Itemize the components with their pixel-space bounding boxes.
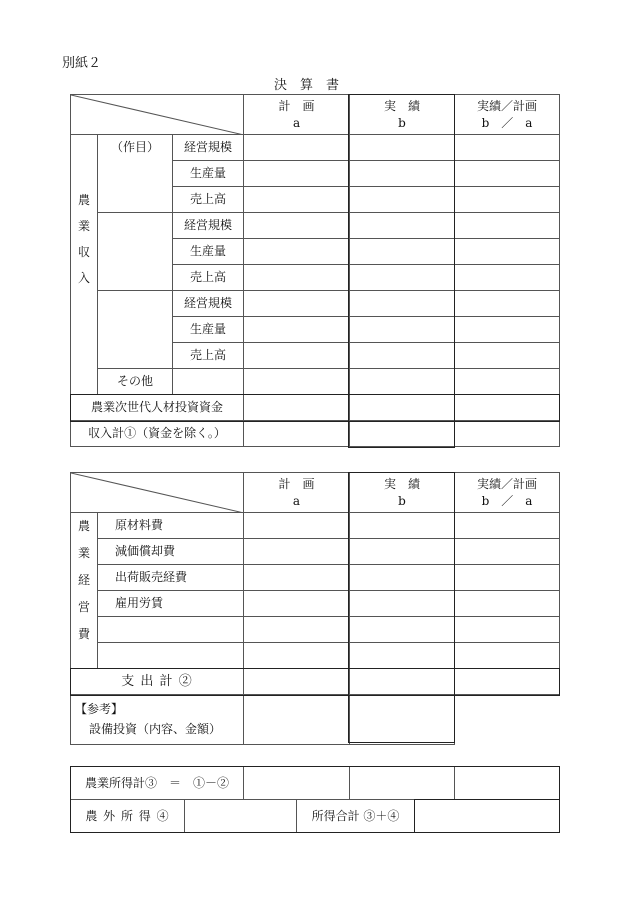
actual-cell[interactable] bbox=[350, 539, 455, 565]
plan-header-label: 計 画 bbox=[278, 98, 315, 113]
expense-item: 雇用労賃 bbox=[98, 591, 244, 617]
reference-cell bbox=[71, 695, 244, 745]
actual-cell[interactable] bbox=[350, 395, 455, 421]
actual-cell[interactable] bbox=[350, 317, 455, 343]
actual-cell[interactable] bbox=[350, 695, 455, 745]
expense-side-char: 農 bbox=[77, 519, 90, 533]
income-side-label bbox=[71, 135, 98, 395]
plan-header-label: 計 画 bbox=[278, 476, 315, 491]
actual-cell[interactable] bbox=[350, 565, 455, 591]
plan-cell[interactable] bbox=[244, 343, 350, 369]
income-item: 売上高 bbox=[173, 187, 244, 213]
income-item: 経営規模 bbox=[173, 135, 244, 161]
crop-label: （作目） bbox=[110, 140, 159, 154]
plan-cell[interactable] bbox=[244, 213, 350, 239]
nonfarm-income-cell[interactable] bbox=[185, 800, 297, 833]
expense-item: 減価償却費 bbox=[98, 539, 244, 565]
ratio-cell[interactable] bbox=[455, 539, 560, 565]
income-item: 生産量 bbox=[173, 317, 244, 343]
actual-cell[interactable] bbox=[350, 421, 455, 447]
other-income-cell[interactable] bbox=[173, 369, 244, 395]
income-total-label: 収入計①（資金を除く。） bbox=[71, 421, 244, 447]
ratio-header-label: 実績／計画 bbox=[477, 98, 538, 113]
ratio-cell[interactable] bbox=[455, 617, 560, 643]
actual-cell[interactable] bbox=[350, 291, 455, 317]
plan-cell[interactable] bbox=[244, 565, 350, 591]
expense-item: 原材料費 bbox=[98, 513, 244, 539]
plan-cell[interactable] bbox=[244, 239, 350, 265]
ratio-cell[interactable] bbox=[455, 669, 560, 695]
reference-ratio-blank bbox=[455, 695, 560, 745]
ratio-cell[interactable] bbox=[455, 291, 560, 317]
attachment-label: 別紙２ bbox=[62, 56, 102, 71]
plan-column-header bbox=[244, 473, 350, 513]
header-diagonal-cell bbox=[71, 473, 244, 513]
ratio-cell[interactable] bbox=[455, 343, 560, 369]
income-side-char: 業 bbox=[77, 219, 90, 233]
plan-cell[interactable] bbox=[244, 539, 350, 565]
plan-cell[interactable] bbox=[244, 617, 350, 643]
expense-side-char: 営 bbox=[77, 600, 90, 614]
summary-table-top bbox=[70, 766, 560, 800]
plan-header-sub: a bbox=[292, 115, 301, 130]
crop-group-cell[interactable] bbox=[98, 291, 173, 369]
ratio-header-sub: b ／ a bbox=[481, 493, 533, 508]
ratio-cell[interactable] bbox=[455, 395, 560, 421]
ratio-cell[interactable] bbox=[455, 187, 560, 213]
plan-cell[interactable] bbox=[244, 265, 350, 291]
summary-table-bottom bbox=[70, 799, 560, 833]
plan-cell[interactable] bbox=[244, 161, 350, 187]
expense-side-char: 経 bbox=[77, 573, 90, 587]
ratio-cell[interactable] bbox=[455, 767, 560, 800]
plan-column-header bbox=[244, 95, 350, 135]
plan-cell[interactable] bbox=[244, 369, 350, 395]
expense-total-label: 支 出 計 ② bbox=[71, 669, 244, 695]
expense-side-char: 業 bbox=[77, 546, 90, 560]
plan-cell[interactable] bbox=[244, 187, 350, 213]
plan-cell[interactable] bbox=[244, 291, 350, 317]
plan-cell[interactable] bbox=[244, 395, 350, 421]
ratio-cell[interactable] bbox=[455, 213, 560, 239]
actual-header-label: 実 績 bbox=[383, 476, 420, 491]
ratio-cell[interactable] bbox=[455, 265, 560, 291]
income-table bbox=[70, 94, 560, 447]
income-item: 売上高 bbox=[173, 265, 244, 291]
plan-cell[interactable] bbox=[244, 591, 350, 617]
income-side-char: 農 bbox=[77, 193, 90, 207]
ratio-header-label: 実績／計画 bbox=[476, 476, 537, 491]
actual-cell[interactable] bbox=[350, 669, 455, 695]
ratio-cell[interactable] bbox=[455, 317, 560, 343]
document-title: 決 算 書 bbox=[274, 78, 340, 93]
actual-cell[interactable] bbox=[350, 265, 455, 291]
ratio-column-header bbox=[455, 95, 560, 135]
ratio-cell[interactable] bbox=[455, 161, 560, 187]
plan-cell[interactable] bbox=[244, 135, 350, 161]
plan-header-sub: a bbox=[292, 493, 301, 508]
income-side-char: 入 bbox=[77, 271, 90, 285]
actual-cell[interactable] bbox=[350, 617, 455, 643]
actual-cell[interactable] bbox=[350, 767, 455, 800]
reference-title: 【参考】 bbox=[75, 702, 124, 716]
plan-cell[interactable] bbox=[244, 513, 350, 539]
ratio-cell[interactable] bbox=[455, 513, 560, 539]
total-income-label: 所得合計 ③＋④ bbox=[297, 800, 415, 833]
income-item: 生産量 bbox=[173, 161, 244, 187]
other-income-label: その他 bbox=[98, 369, 173, 395]
ratio-cell[interactable] bbox=[455, 369, 560, 395]
crop-group-cell bbox=[98, 135, 173, 213]
actual-cell[interactable] bbox=[350, 343, 455, 369]
actual-header-sub: b bbox=[398, 115, 406, 130]
actual-cell[interactable] bbox=[350, 643, 455, 669]
plan-cell[interactable] bbox=[244, 695, 350, 745]
ratio-cell[interactable] bbox=[455, 591, 560, 617]
actual-header-label: 実 績 bbox=[384, 98, 421, 113]
actual-cell[interactable] bbox=[350, 161, 455, 187]
actual-cell[interactable] bbox=[350, 369, 455, 395]
actual-cell[interactable] bbox=[350, 239, 455, 265]
ratio-cell[interactable] bbox=[455, 565, 560, 591]
expense-side-label bbox=[71, 513, 98, 669]
plan-cell[interactable] bbox=[244, 421, 350, 447]
actual-cell[interactable] bbox=[350, 135, 455, 161]
plan-cell[interactable] bbox=[244, 767, 350, 800]
plan-cell[interactable] bbox=[244, 317, 350, 343]
income-side-char: 収 bbox=[77, 245, 90, 259]
actual-cell[interactable] bbox=[350, 591, 455, 617]
expense-side-char: 費 bbox=[77, 627, 90, 641]
expense-item-blank[interactable] bbox=[98, 643, 244, 669]
income-item: 売上高 bbox=[173, 343, 244, 369]
income-item: 経営規模 bbox=[173, 213, 244, 239]
expense-item-blank[interactable] bbox=[98, 617, 244, 643]
fund-label: 農業次世代人材投資資金 bbox=[71, 395, 244, 421]
header-diagonal-cell bbox=[71, 95, 244, 135]
plan-cell[interactable] bbox=[244, 643, 350, 669]
actual-cell[interactable] bbox=[350, 513, 455, 539]
total-income-cell[interactable] bbox=[415, 800, 560, 833]
actual-column-header bbox=[350, 95, 455, 135]
actual-cell[interactable] bbox=[350, 213, 455, 239]
income-item: 生産量 bbox=[173, 239, 244, 265]
actual-column-header bbox=[350, 473, 455, 513]
ratio-cell[interactable] bbox=[455, 239, 560, 265]
reference-item: 設備投資（内容、金額） bbox=[89, 722, 222, 736]
crop-group-cell[interactable] bbox=[98, 213, 173, 291]
ratio-cell[interactable] bbox=[455, 421, 560, 447]
ratio-cell[interactable] bbox=[455, 643, 560, 669]
income-item: 経営規模 bbox=[173, 291, 244, 317]
plan-cell[interactable] bbox=[244, 669, 350, 695]
ratio-header-sub: b ／ a bbox=[481, 115, 533, 130]
expense-item: 出荷販売経費 bbox=[98, 565, 244, 591]
actual-header-sub: b bbox=[398, 493, 406, 508]
expense-table bbox=[70, 472, 560, 745]
farm-income-label: 農業所得計③ ＝ ①－② bbox=[71, 767, 244, 800]
actual-cell[interactable] bbox=[350, 187, 455, 213]
ratio-cell[interactable] bbox=[455, 135, 560, 161]
nonfarm-income-label: 農 外 所 得 ④ bbox=[71, 800, 185, 833]
ratio-column-header bbox=[455, 473, 560, 513]
